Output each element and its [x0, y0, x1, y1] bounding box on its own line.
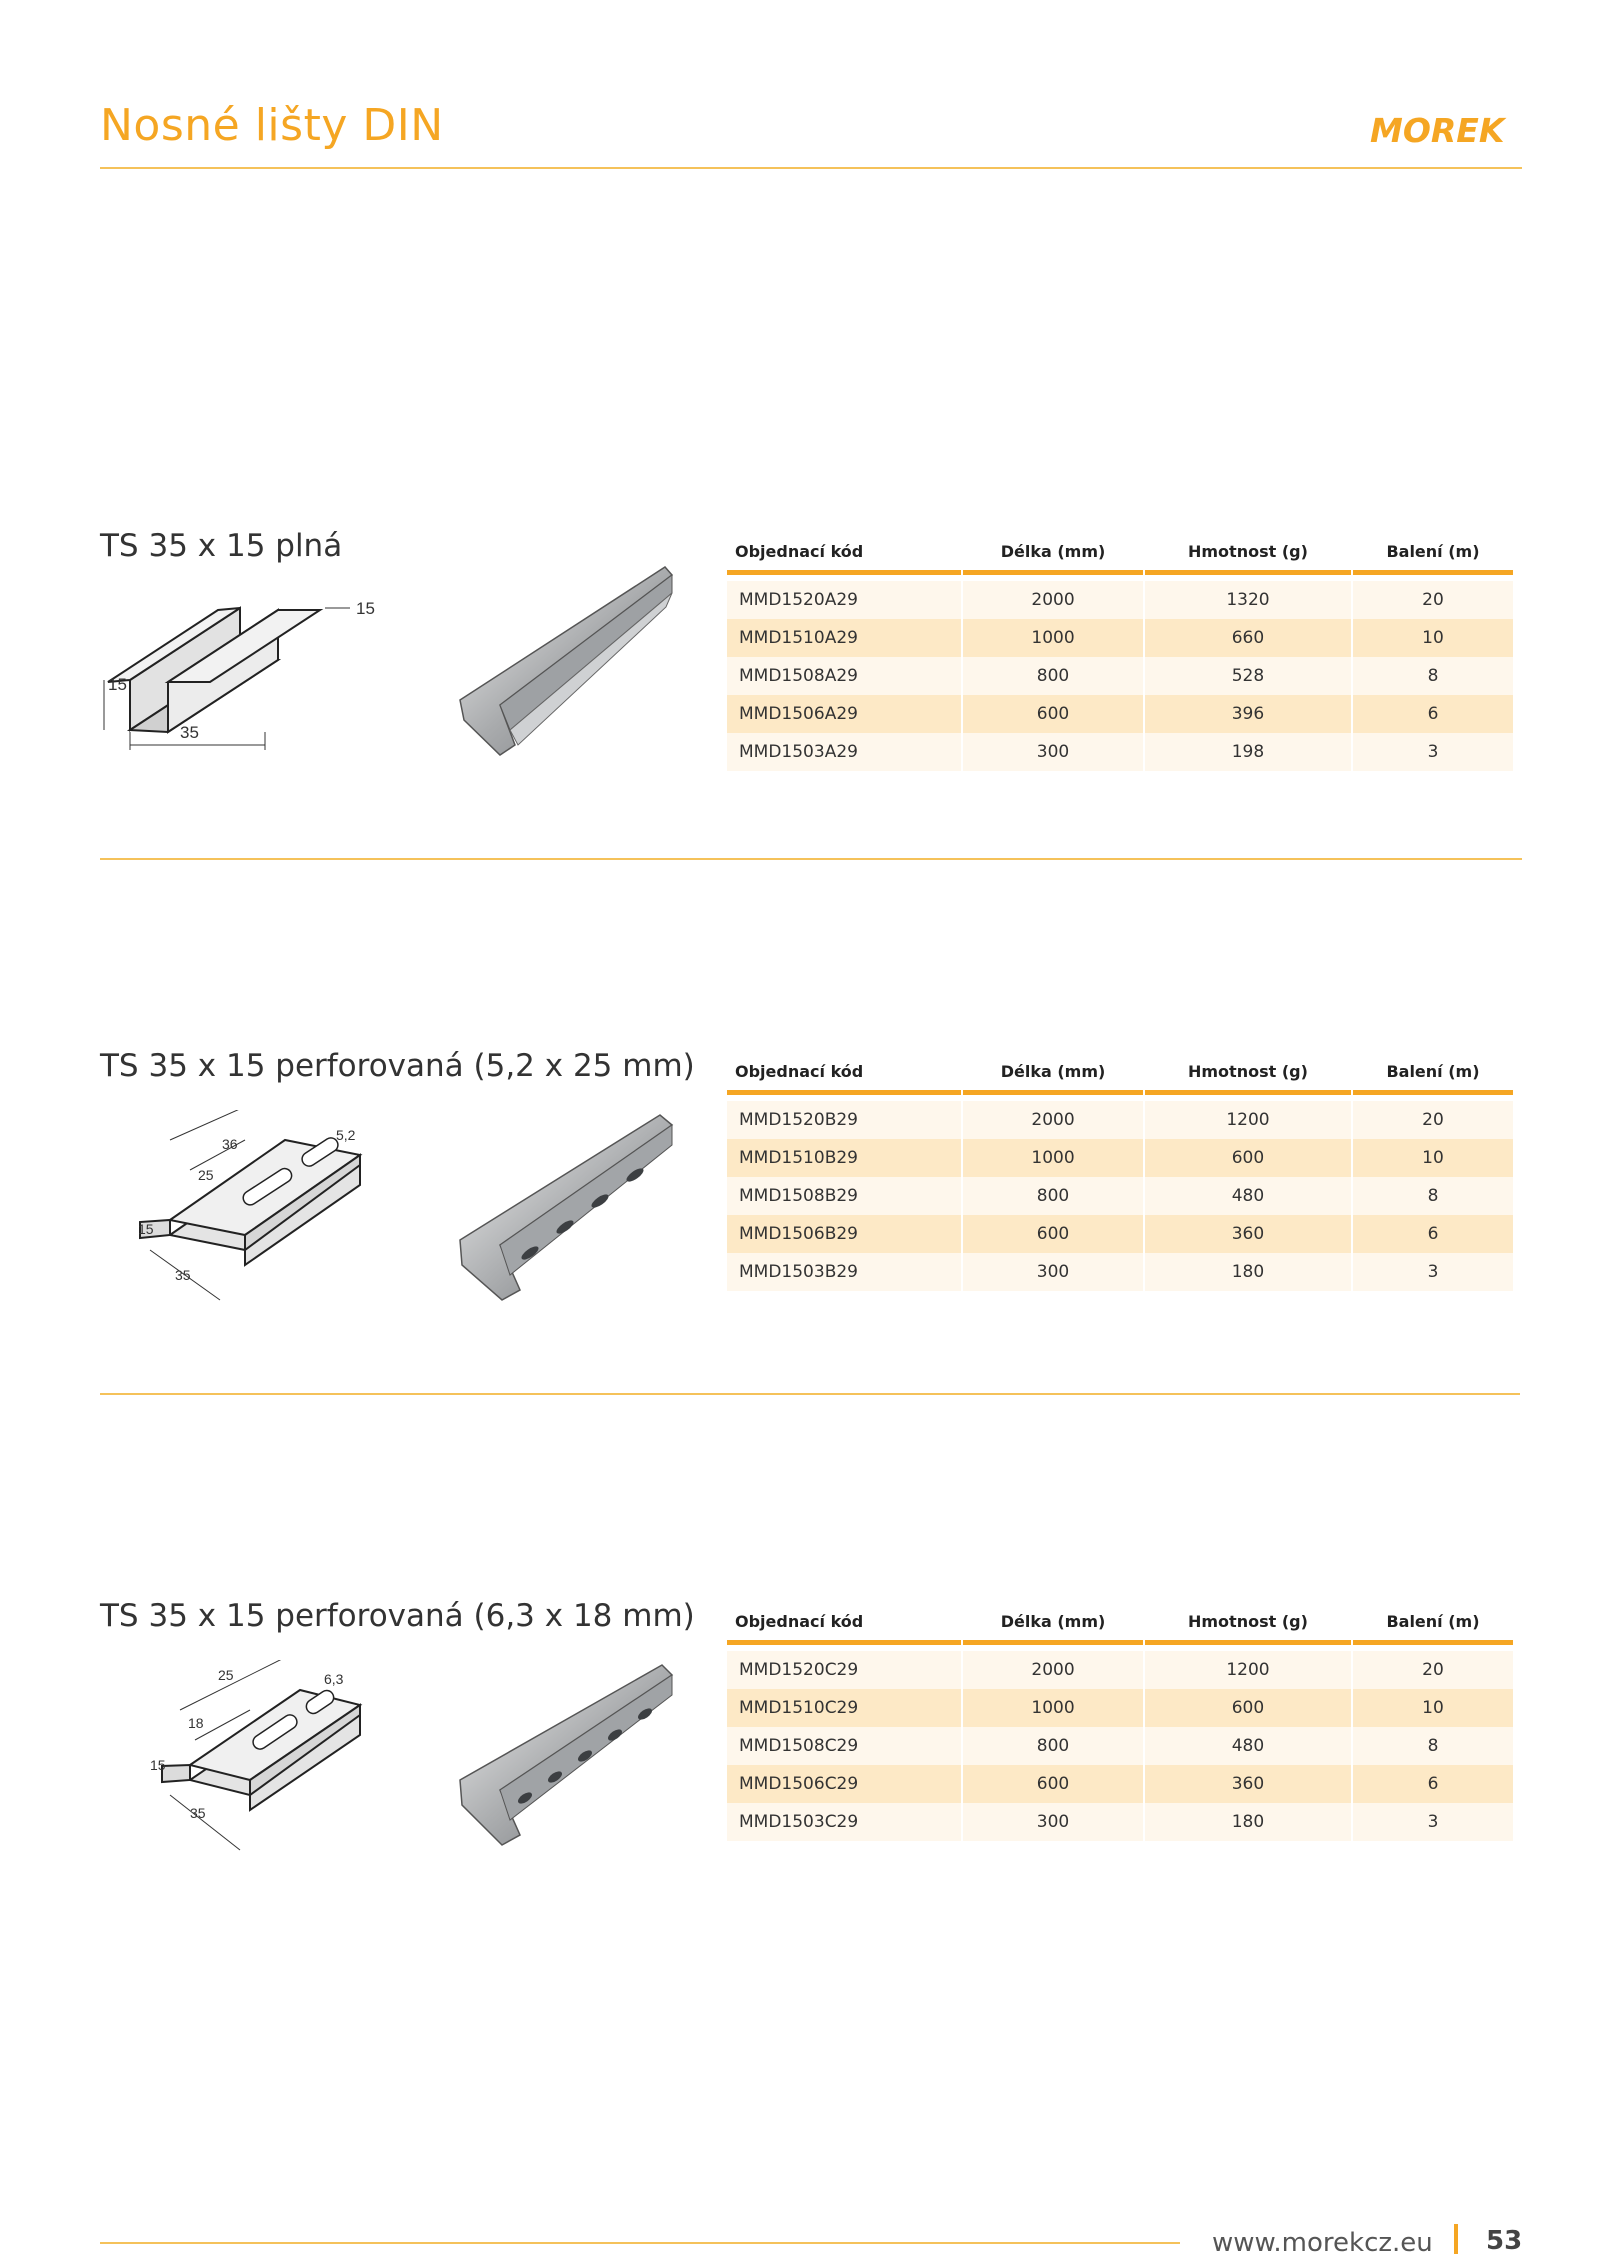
- section-divider: [100, 1393, 1520, 1395]
- cell-length: 300: [963, 1253, 1143, 1291]
- cell-length: 800: [963, 1177, 1143, 1215]
- cell-code: MMD1506C29: [727, 1765, 961, 1803]
- cell-length: 1000: [963, 1689, 1143, 1727]
- table-row: [727, 1765, 1513, 1803]
- header-rule: [100, 167, 1522, 169]
- dim-width-label: 35: [190, 1805, 206, 1821]
- cell-code: MMD1510A29: [727, 619, 961, 657]
- col-header-length: Délka (mm): [963, 1052, 1143, 1095]
- dim-lip-label: 15: [356, 599, 375, 618]
- spec-table-solid: [725, 532, 1515, 771]
- cell-pack: 6: [1353, 1765, 1513, 1803]
- table-row: [727, 1253, 1513, 1291]
- section-divider: [100, 858, 1522, 860]
- col-header-pack: Balení (m): [1353, 1052, 1513, 1095]
- profile-drawing-solid: [100, 590, 400, 760]
- logo-text: MOREK: [1370, 111, 1505, 150]
- cell-code: MMD1510B29: [727, 1139, 961, 1177]
- cell-weight: 600: [1145, 1689, 1351, 1727]
- col-header-code: Objednací kód: [727, 1602, 961, 1645]
- cell-weight: 198: [1145, 733, 1351, 771]
- table-row: [727, 1139, 1513, 1177]
- cell-weight: 528: [1145, 657, 1351, 695]
- cell-weight: 600: [1145, 1139, 1351, 1177]
- dim-height-label: 15: [108, 675, 127, 694]
- cell-pack: 10: [1353, 1689, 1513, 1727]
- col-header-pack: Balení (m): [1353, 532, 1513, 575]
- col-header-code: Objednací kód: [727, 532, 961, 575]
- cell-weight: 480: [1145, 1177, 1351, 1215]
- cell-length: 600: [963, 1765, 1143, 1803]
- table-row: [727, 1689, 1513, 1727]
- section-title: TS 35 x 15 plná: [100, 528, 343, 564]
- cell-weight: 660: [1145, 619, 1351, 657]
- cell-code: MMD1506B29: [727, 1215, 961, 1253]
- rail-photo-perforated-52: [440, 1105, 680, 1305]
- table-row: [727, 1101, 1513, 1139]
- table-row: [727, 657, 1513, 695]
- rail-photo-solid: [440, 555, 680, 765]
- cell-pack: 3: [1353, 733, 1513, 771]
- table-row: [727, 1727, 1513, 1765]
- spec-table-perforated-52: [725, 1052, 1515, 1291]
- cell-length: 600: [963, 1215, 1143, 1253]
- footer-website-link[interactable]: www.morekcz.eu: [1212, 2228, 1433, 2258]
- cell-length: 1000: [963, 619, 1143, 657]
- cell-pack: 10: [1353, 1139, 1513, 1177]
- cell-length: 2000: [963, 1101, 1143, 1139]
- cell-pack: 8: [1353, 1727, 1513, 1765]
- cell-pack: 20: [1353, 581, 1513, 619]
- dim-slot-width-label: 5,2: [336, 1127, 356, 1143]
- cell-length: 1000: [963, 1139, 1143, 1177]
- dim-height-label: 15: [138, 1221, 154, 1237]
- morek-logo: [1370, 110, 1520, 150]
- cell-pack: 6: [1353, 695, 1513, 733]
- rail-photo-perforated-63: [440, 1655, 680, 1855]
- table-row: [727, 1651, 1513, 1689]
- dim-height-label: 15: [150, 1757, 166, 1773]
- table-row: [727, 1215, 1513, 1253]
- cell-length: 300: [963, 1803, 1143, 1841]
- cell-pack: 20: [1353, 1651, 1513, 1689]
- profile-drawing-perforated-52: [120, 1110, 390, 1310]
- cell-code: MMD1503B29: [727, 1253, 961, 1291]
- cell-weight: 1200: [1145, 1101, 1351, 1139]
- cell-weight: 180: [1145, 1253, 1351, 1291]
- cell-code: MMD1503A29: [727, 733, 961, 771]
- table-row: [727, 733, 1513, 771]
- table-row: [727, 581, 1513, 619]
- cell-pack: 20: [1353, 1101, 1513, 1139]
- table-row: [727, 695, 1513, 733]
- col-header-weight: Hmotnost (g): [1145, 1052, 1351, 1095]
- cell-length: 800: [963, 657, 1143, 695]
- table-row: [727, 1803, 1513, 1841]
- cell-pack: 6: [1353, 1215, 1513, 1253]
- cell-code: MMD1520C29: [727, 1651, 961, 1689]
- col-header-weight: Hmotnost (g): [1145, 1602, 1351, 1645]
- cell-length: 800: [963, 1727, 1143, 1765]
- section-title: TS 35 x 15 perforovaná (6,3 x 18 mm): [100, 1598, 695, 1634]
- spec-table-perforated-63: [725, 1602, 1515, 1841]
- cell-code: MMD1508C29: [727, 1727, 961, 1765]
- section-title: TS 35 x 15 perforovaná (5,2 x 25 mm): [100, 1048, 695, 1084]
- cell-length: 2000: [963, 1651, 1143, 1689]
- cell-weight: 180: [1145, 1803, 1351, 1841]
- dim-width-label: 35: [180, 723, 199, 742]
- page-number: 53: [1486, 2226, 1523, 2256]
- cell-length: 600: [963, 695, 1143, 733]
- cell-pack: 10: [1353, 619, 1513, 657]
- col-header-length: Délka (mm): [963, 532, 1143, 575]
- cell-code: MMD1520B29: [727, 1101, 961, 1139]
- table-row: [727, 619, 1513, 657]
- cell-weight: 360: [1145, 1765, 1351, 1803]
- cell-code: MMD1508A29: [727, 657, 961, 695]
- footer-separator: [1454, 2224, 1458, 2254]
- cell-length: 300: [963, 733, 1143, 771]
- cell-pack: 8: [1353, 657, 1513, 695]
- cell-code: MMD1510C29: [727, 1689, 961, 1727]
- cell-pack: 8: [1353, 1177, 1513, 1215]
- dim-slot-width-label: 6,3: [324, 1671, 344, 1687]
- dim-pitch-label: 25: [218, 1667, 234, 1683]
- col-header-pack: Balení (m): [1353, 1602, 1513, 1645]
- cell-length: 2000: [963, 581, 1143, 619]
- dim-slot-length-label: 18: [188, 1715, 204, 1731]
- cell-weight: 360: [1145, 1215, 1351, 1253]
- dim-slot-length-label: 25: [198, 1167, 214, 1183]
- dim-pitch-label: 36: [222, 1136, 238, 1152]
- cell-code: MMD1506A29: [727, 695, 961, 733]
- profile-drawing-perforated-63: [140, 1660, 390, 1860]
- cell-pack: 3: [1353, 1253, 1513, 1291]
- cell-code: MMD1508B29: [727, 1177, 961, 1215]
- page-title: Nosné lišty DIN: [100, 100, 444, 151]
- col-header-code: Objednací kód: [727, 1052, 961, 1095]
- cell-weight: 1320: [1145, 581, 1351, 619]
- col-header-weight: Hmotnost (g): [1145, 532, 1351, 575]
- cell-code: MMD1503C29: [727, 1803, 961, 1841]
- cell-pack: 3: [1353, 1803, 1513, 1841]
- col-header-length: Délka (mm): [963, 1602, 1143, 1645]
- footer-rule: [100, 2242, 1180, 2244]
- table-row: [727, 1177, 1513, 1215]
- cell-weight: 480: [1145, 1727, 1351, 1765]
- cell-code: MMD1520A29: [727, 581, 961, 619]
- dim-width-label: 35: [175, 1267, 191, 1283]
- cell-weight: 396: [1145, 695, 1351, 733]
- cell-weight: 1200: [1145, 1651, 1351, 1689]
